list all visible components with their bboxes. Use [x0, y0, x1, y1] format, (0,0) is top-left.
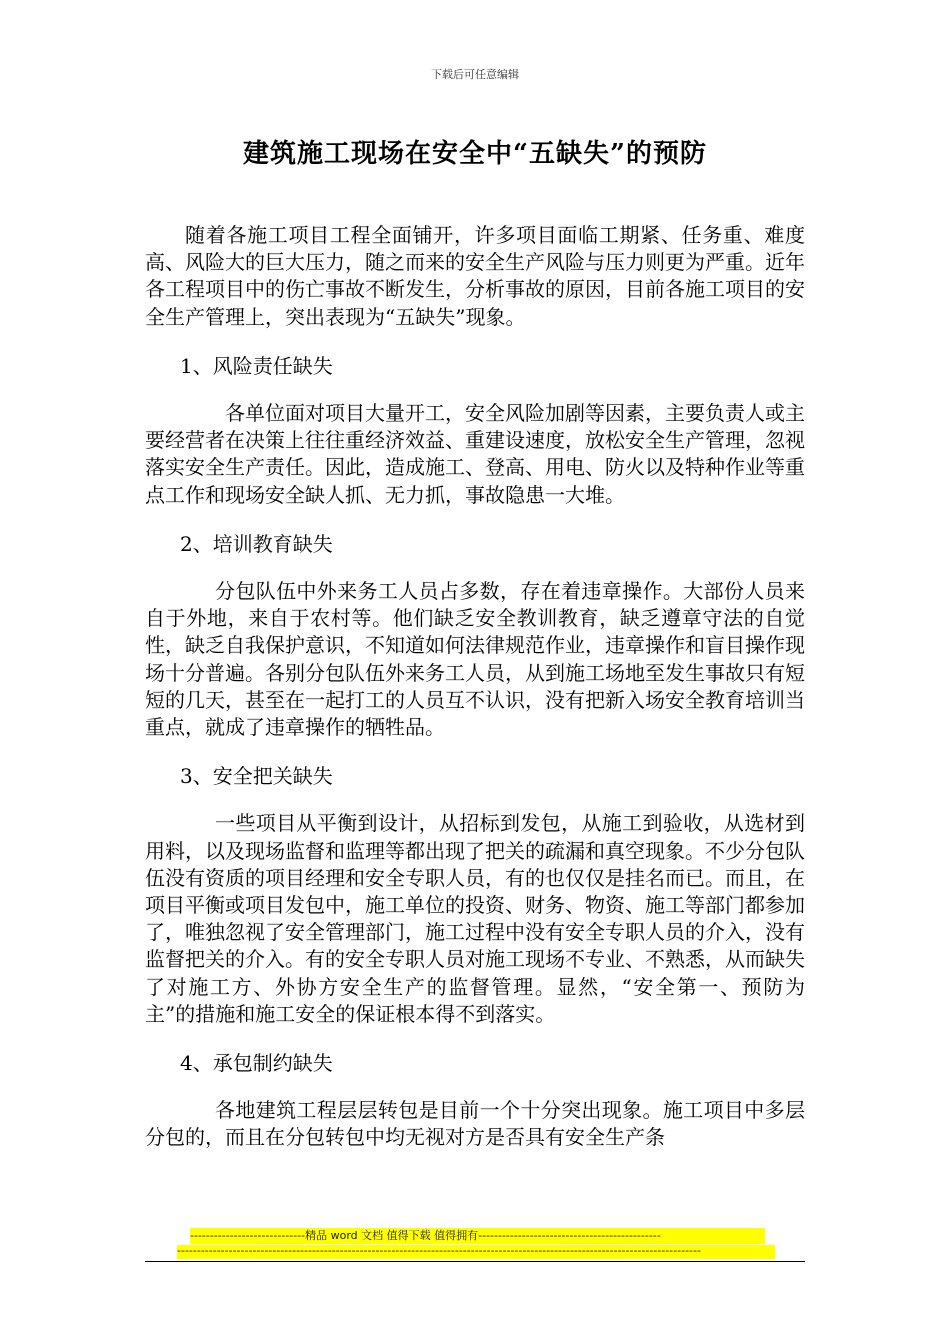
section-body-2: 分包队伍中外来务工人员占多数，存在着违章操作。大部份人员来自于外地，来自于农村等。他们缺乏安全教训教育，缺乏遵章守法的自觉性，缺乏自我保护意识，不知道如何法律规范作业，违章操作和盲目操作现场十分普遍。各别分包队伍外来务工人员，从到施工场地至发生事故只有短短的几天，甚至在一起打工的人员互不认识，没有把新入场安全教育培训当重点，就成了违章操作的牺牲品。 — [145, 579, 805, 740]
header-note: 下载后可任意编辑 — [431, 68, 519, 81]
footer-rule — [145, 1261, 805, 1262]
section-body-1: 各单位面对项目大量开工，安全风险加剧等因素，主要负责人或主要经营者在决策上往往重经济效益、重建设速度，放松安全生产管理，忽视落实安全生产责任。因此，造成施工、登高、用电、防火以及特种作业等重点工作和现场安全缺人抓、无力抓，事故隐患一大堆。 — [145, 401, 805, 507]
section-body-4: 各地建筑工程层层转包是目前一个十分突出现象。施工项目中多层分包的，而且在分包转包中均无视对方是否具有安全生产条 — [145, 1098, 805, 1150]
footer-dash-line: ------------------------------------------------------------------------------------------------------------------------------------ — [177, 1245, 775, 1259]
footer-banner-line: -----------------------------精品 word 文档 值得下载 值得拥有---------------------------------------------- — [190, 1228, 765, 1244]
section-heading-2: 2、培训教育缺失 — [180, 531, 333, 556]
section-heading-4: 4、承包制约缺失 — [180, 1051, 333, 1076]
document-title: 建筑施工现场在安全中“五缺失”的预防 — [243, 139, 707, 169]
document-body — [145, 222, 805, 1152]
section-body-3: 一些项目从平衡到设计，从招标到发包，从施工到验收，从选材到用料，以及现场监督和监理等都出现了把关的疏漏和真空现象。不少分包队伍没有资质的项目经理和安全专职人员，有的也仅仅是挂名而已。而且，在项目平衡或项目发包中，施工单位的投资、财务、物资、施工等部门都参加了，唯独忽视了安全管理部门，施工过程中没有安全专职人员的介入，没有监督把关的介入。有的安全专职人员对施工现场不专业、不熟悉，从而缺失了对施工方、外协方安全生产的监督管理。显然，“安全第一、预防为主”的措施和施工安全的保证根本得不到落实。 — [145, 811, 805, 1026]
section-heading-1: 1、风险责任缺失 — [180, 353, 333, 378]
section-heading-3: 3、安全把关缺失 — [180, 764, 333, 789]
intro-paragraph: 随着各施工项目工程全面铺开，许多项目面临工期紧、任务重、难度高、风险大的巨大压力，随之而来的安全生产风险与压力则更为严重。近年各工程项目中的伤亡事故不断发生，分析事故的原因，目前各施工项目的安全生产管理上，突出表现为“五缺失”现象。 — [145, 223, 805, 329]
